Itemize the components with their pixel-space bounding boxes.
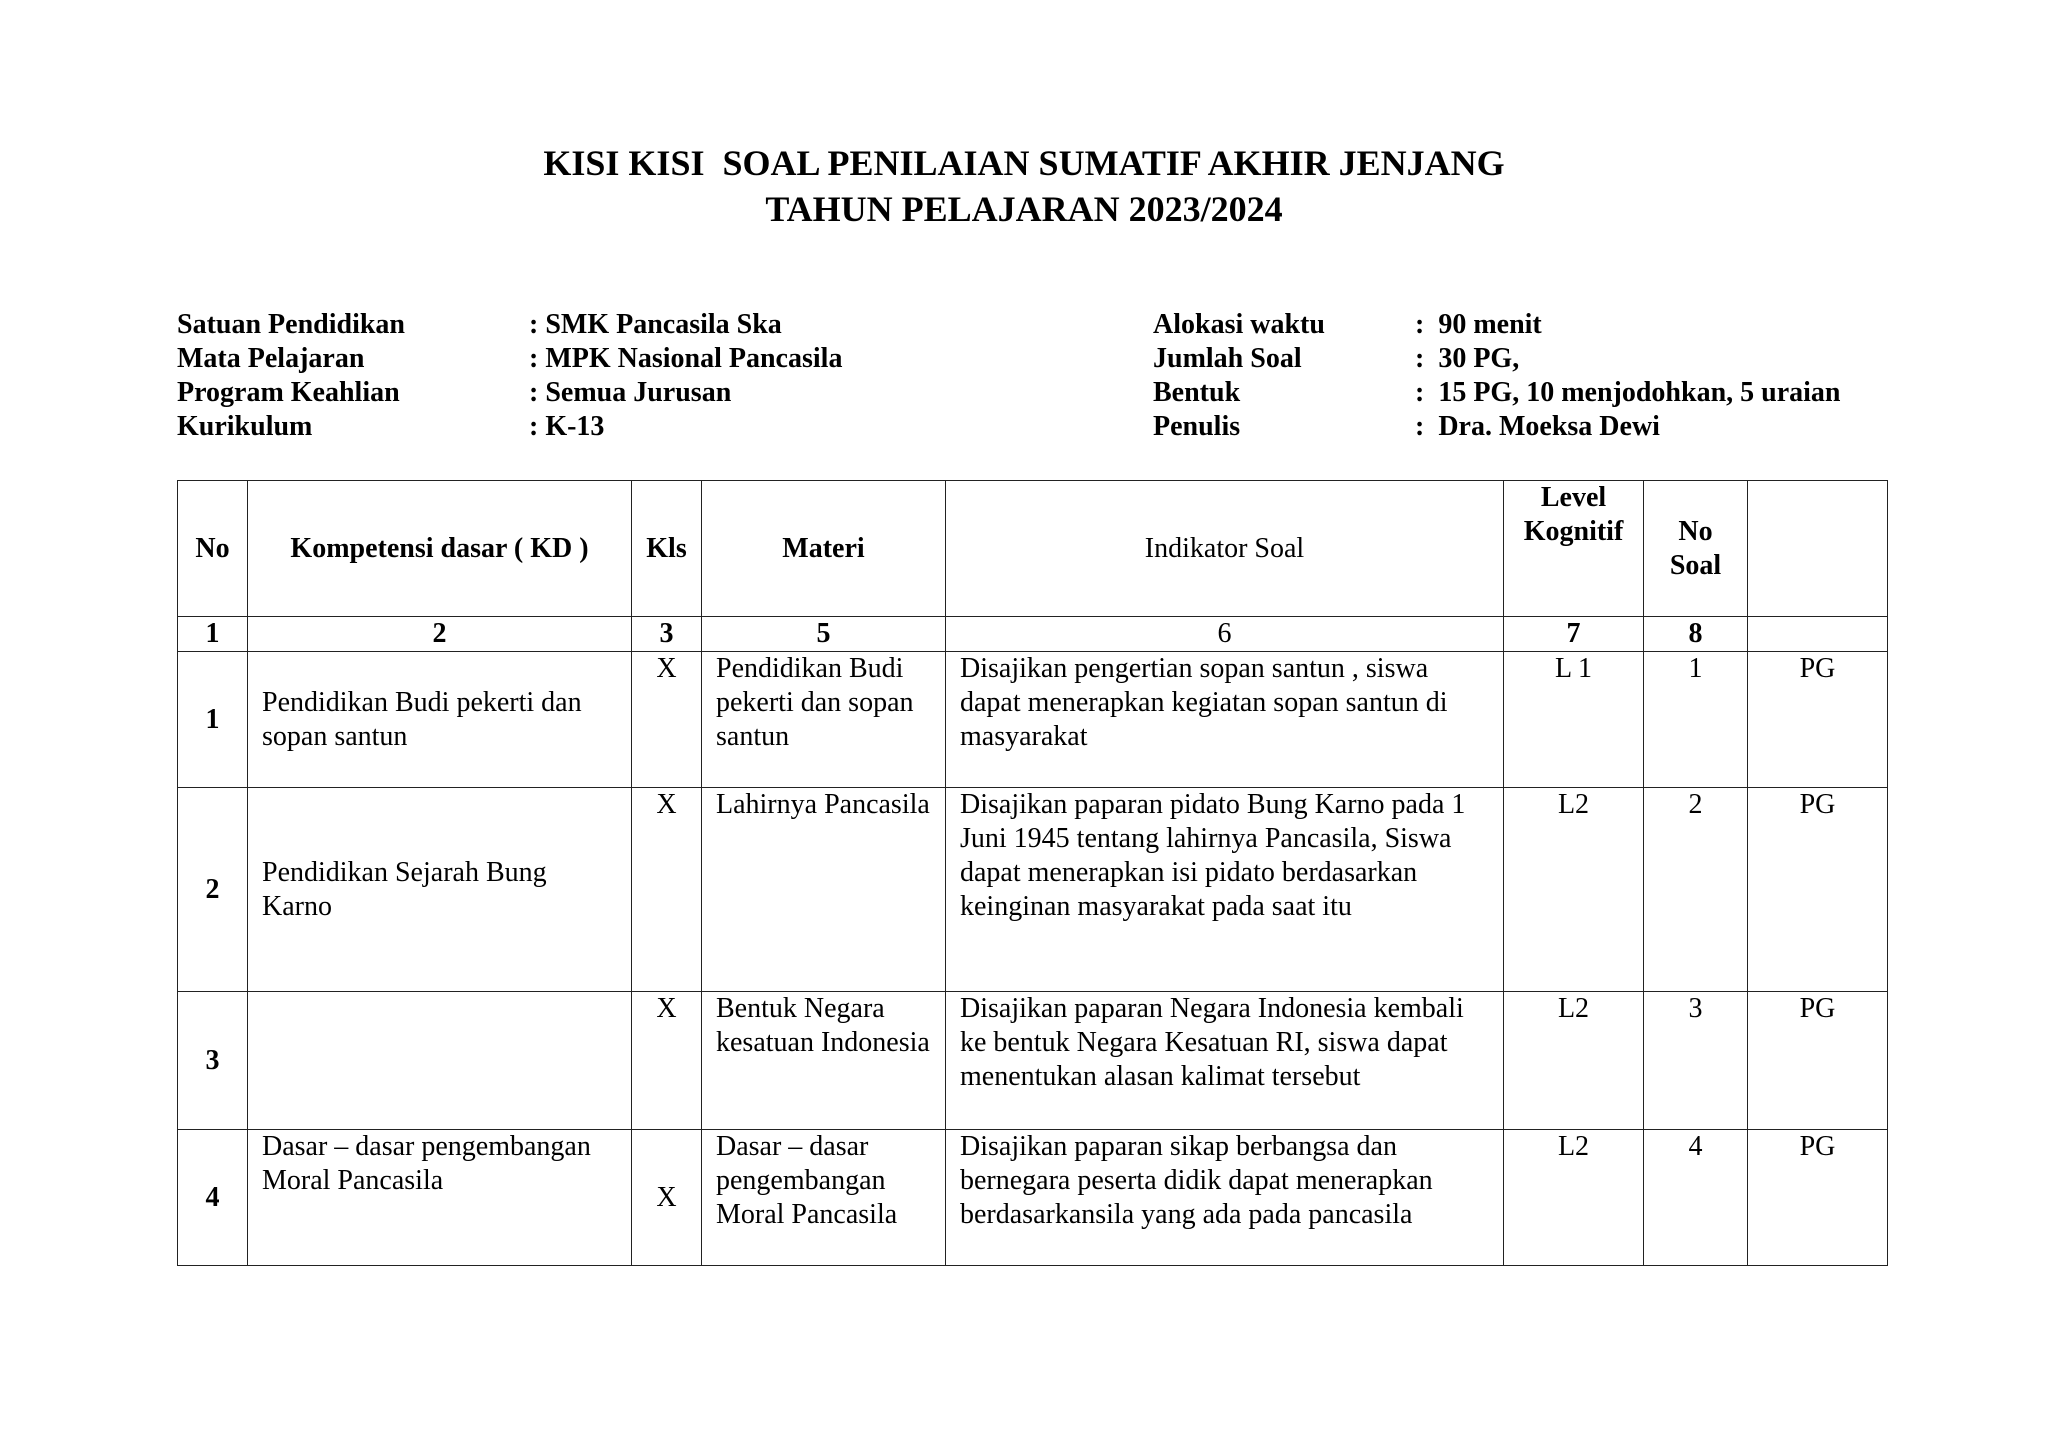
table-header-row: [178, 481, 1888, 617]
table-row: [178, 652, 1888, 788]
cell-no-soal: 1: [1644, 652, 1748, 788]
cell-level: L2: [1504, 1130, 1644, 1266]
meta-row: [1153, 410, 1841, 444]
meta-value: : 15 PG, 10 menjodohkan, 5 uraian: [1415, 377, 1841, 408]
meta-row: [177, 342, 842, 376]
meta-row: [1153, 342, 1841, 376]
index-cell: 3: [632, 617, 702, 652]
cell-indikator: Disajikan paparan pidato Bung Karno pada 1 Juni 1945 tentang lahirnya Pancasila, Siswa dapat menerapkan isi pidato berdasarkan keinginan masyarakat pada saat itu: [946, 788, 1504, 992]
meta-value: : Semua Jurusan: [529, 377, 732, 408]
meta-label: Satuan Pendidikan: [177, 309, 405, 340]
meta-value: : MPK Nasional Pancasila: [529, 343, 843, 374]
index-cell: 7: [1504, 617, 1644, 652]
header-indikator: Indikator Soal: [946, 481, 1504, 617]
kisi-kisi-table: [177, 480, 1888, 1266]
meta-value: : 90 menit: [1415, 309, 1542, 340]
cell-materi: Pendidikan Budi pekerti dan sopan santun: [702, 652, 946, 788]
header-materi: Materi: [702, 481, 946, 617]
cell-no-soal: 2: [1644, 788, 1748, 992]
cell-no-soal: 3: [1644, 992, 1748, 1130]
meta-value: : K-13: [529, 411, 605, 442]
cell-indikator: Disajikan pengertian sopan santun , siswa dapat menerapkan kegiatan sopan santun di masyarakat: [946, 652, 1504, 788]
cell-materi: Lahirnya Pancasila: [702, 788, 946, 992]
cell-level: L2: [1504, 992, 1644, 1130]
cell-kls: X: [632, 992, 702, 1130]
index-cell: 5: [702, 617, 946, 652]
index-cell: 6: [946, 617, 1504, 652]
cell-level: L2: [1504, 788, 1644, 992]
cell-no: 4: [178, 1130, 248, 1266]
cell-materi: Dasar – dasar pengembangan Moral Pancasila: [702, 1130, 946, 1266]
cell-no-soal: 4: [1644, 1130, 1748, 1266]
index-cell: [1748, 617, 1888, 652]
cell-indikator: Disajikan paparan sikap berbangsa dan bernegara peserta didik dapat menerapkan berdasarkansila yang ada pada pancasila: [946, 1130, 1504, 1266]
meta-left-block: [177, 308, 842, 444]
cell-kls: X: [632, 1130, 702, 1266]
cell-kd: Pendidikan Budi pekerti dan sopan santun: [248, 652, 632, 788]
meta-value: : SMK Pancasila Ska: [529, 309, 782, 340]
meta-label: Program Keahlian: [177, 377, 400, 408]
cell-no: 1: [178, 652, 248, 788]
meta-row: [1153, 376, 1841, 410]
cell-kd: Pendidikan Sejarah Bung Karno: [248, 788, 632, 992]
table-index-row: [178, 617, 1888, 652]
cell-kls: X: [632, 788, 702, 992]
cell-materi: Bentuk Negara kesatuan Indonesia: [702, 992, 946, 1130]
index-cell: 1: [178, 617, 248, 652]
header-no-soal: No Soal: [1644, 481, 1748, 617]
cell-no: 2: [178, 788, 248, 992]
cell-bentuk: PG: [1748, 652, 1888, 788]
cell-no: 3: [178, 992, 248, 1130]
meta-label: Alokasi waktu: [1153, 309, 1325, 340]
cell-bentuk: PG: [1748, 788, 1888, 992]
header-kls: Kls: [632, 481, 702, 617]
table-row: [178, 992, 1888, 1130]
index-cell: 2: [248, 617, 632, 652]
cell-level: L 1: [1504, 652, 1644, 788]
meta-value: : Dra. Moeksa Dewi: [1415, 411, 1660, 442]
header-no: No: [178, 481, 248, 617]
cell-bentuk: PG: [1748, 1130, 1888, 1266]
meta-label: Jumlah Soal: [1153, 343, 1302, 374]
meta-row: [177, 308, 842, 342]
cell-kd: Dasar – dasar pengembangan Moral Pancasila: [248, 1130, 632, 1266]
meta-label: Penulis: [1153, 411, 1241, 442]
index-cell: 8: [1644, 617, 1748, 652]
meta-right-block: [1153, 308, 1841, 444]
cell-kls: X: [632, 652, 702, 788]
meta-label: Mata Pelajaran: [177, 343, 365, 374]
meta-row: [177, 376, 842, 410]
document-title: [0, 140, 2048, 232]
meta-value: : 30 PG,: [1415, 343, 1520, 374]
meta-label: Kurikulum: [177, 411, 313, 442]
header-kd: Kompetensi dasar ( KD ): [248, 481, 632, 617]
table-row: [178, 788, 1888, 992]
title-line-1: KISI KISI SOAL PENILAIAN SUMATIF AKHIR JENJANG: [543, 143, 1505, 183]
meta-row: [1153, 308, 1841, 342]
cell-indikator: Disajikan paparan Negara Indonesia kembali ke bentuk Negara Kesatuan RI, siswa dapat menentukan alasan kalimat tersebut: [946, 992, 1504, 1130]
meta-label: Bentuk: [1153, 377, 1241, 408]
header-level: Level Kognitif: [1504, 481, 1644, 617]
meta-row: [177, 410, 842, 444]
cell-kd: [248, 992, 632, 1130]
cell-bentuk: PG: [1748, 992, 1888, 1130]
header-bentuk: [1748, 481, 1888, 617]
title-line-2: TAHUN PELAJARAN 2023/2024: [765, 189, 1283, 229]
table-row: [178, 1130, 1888, 1266]
